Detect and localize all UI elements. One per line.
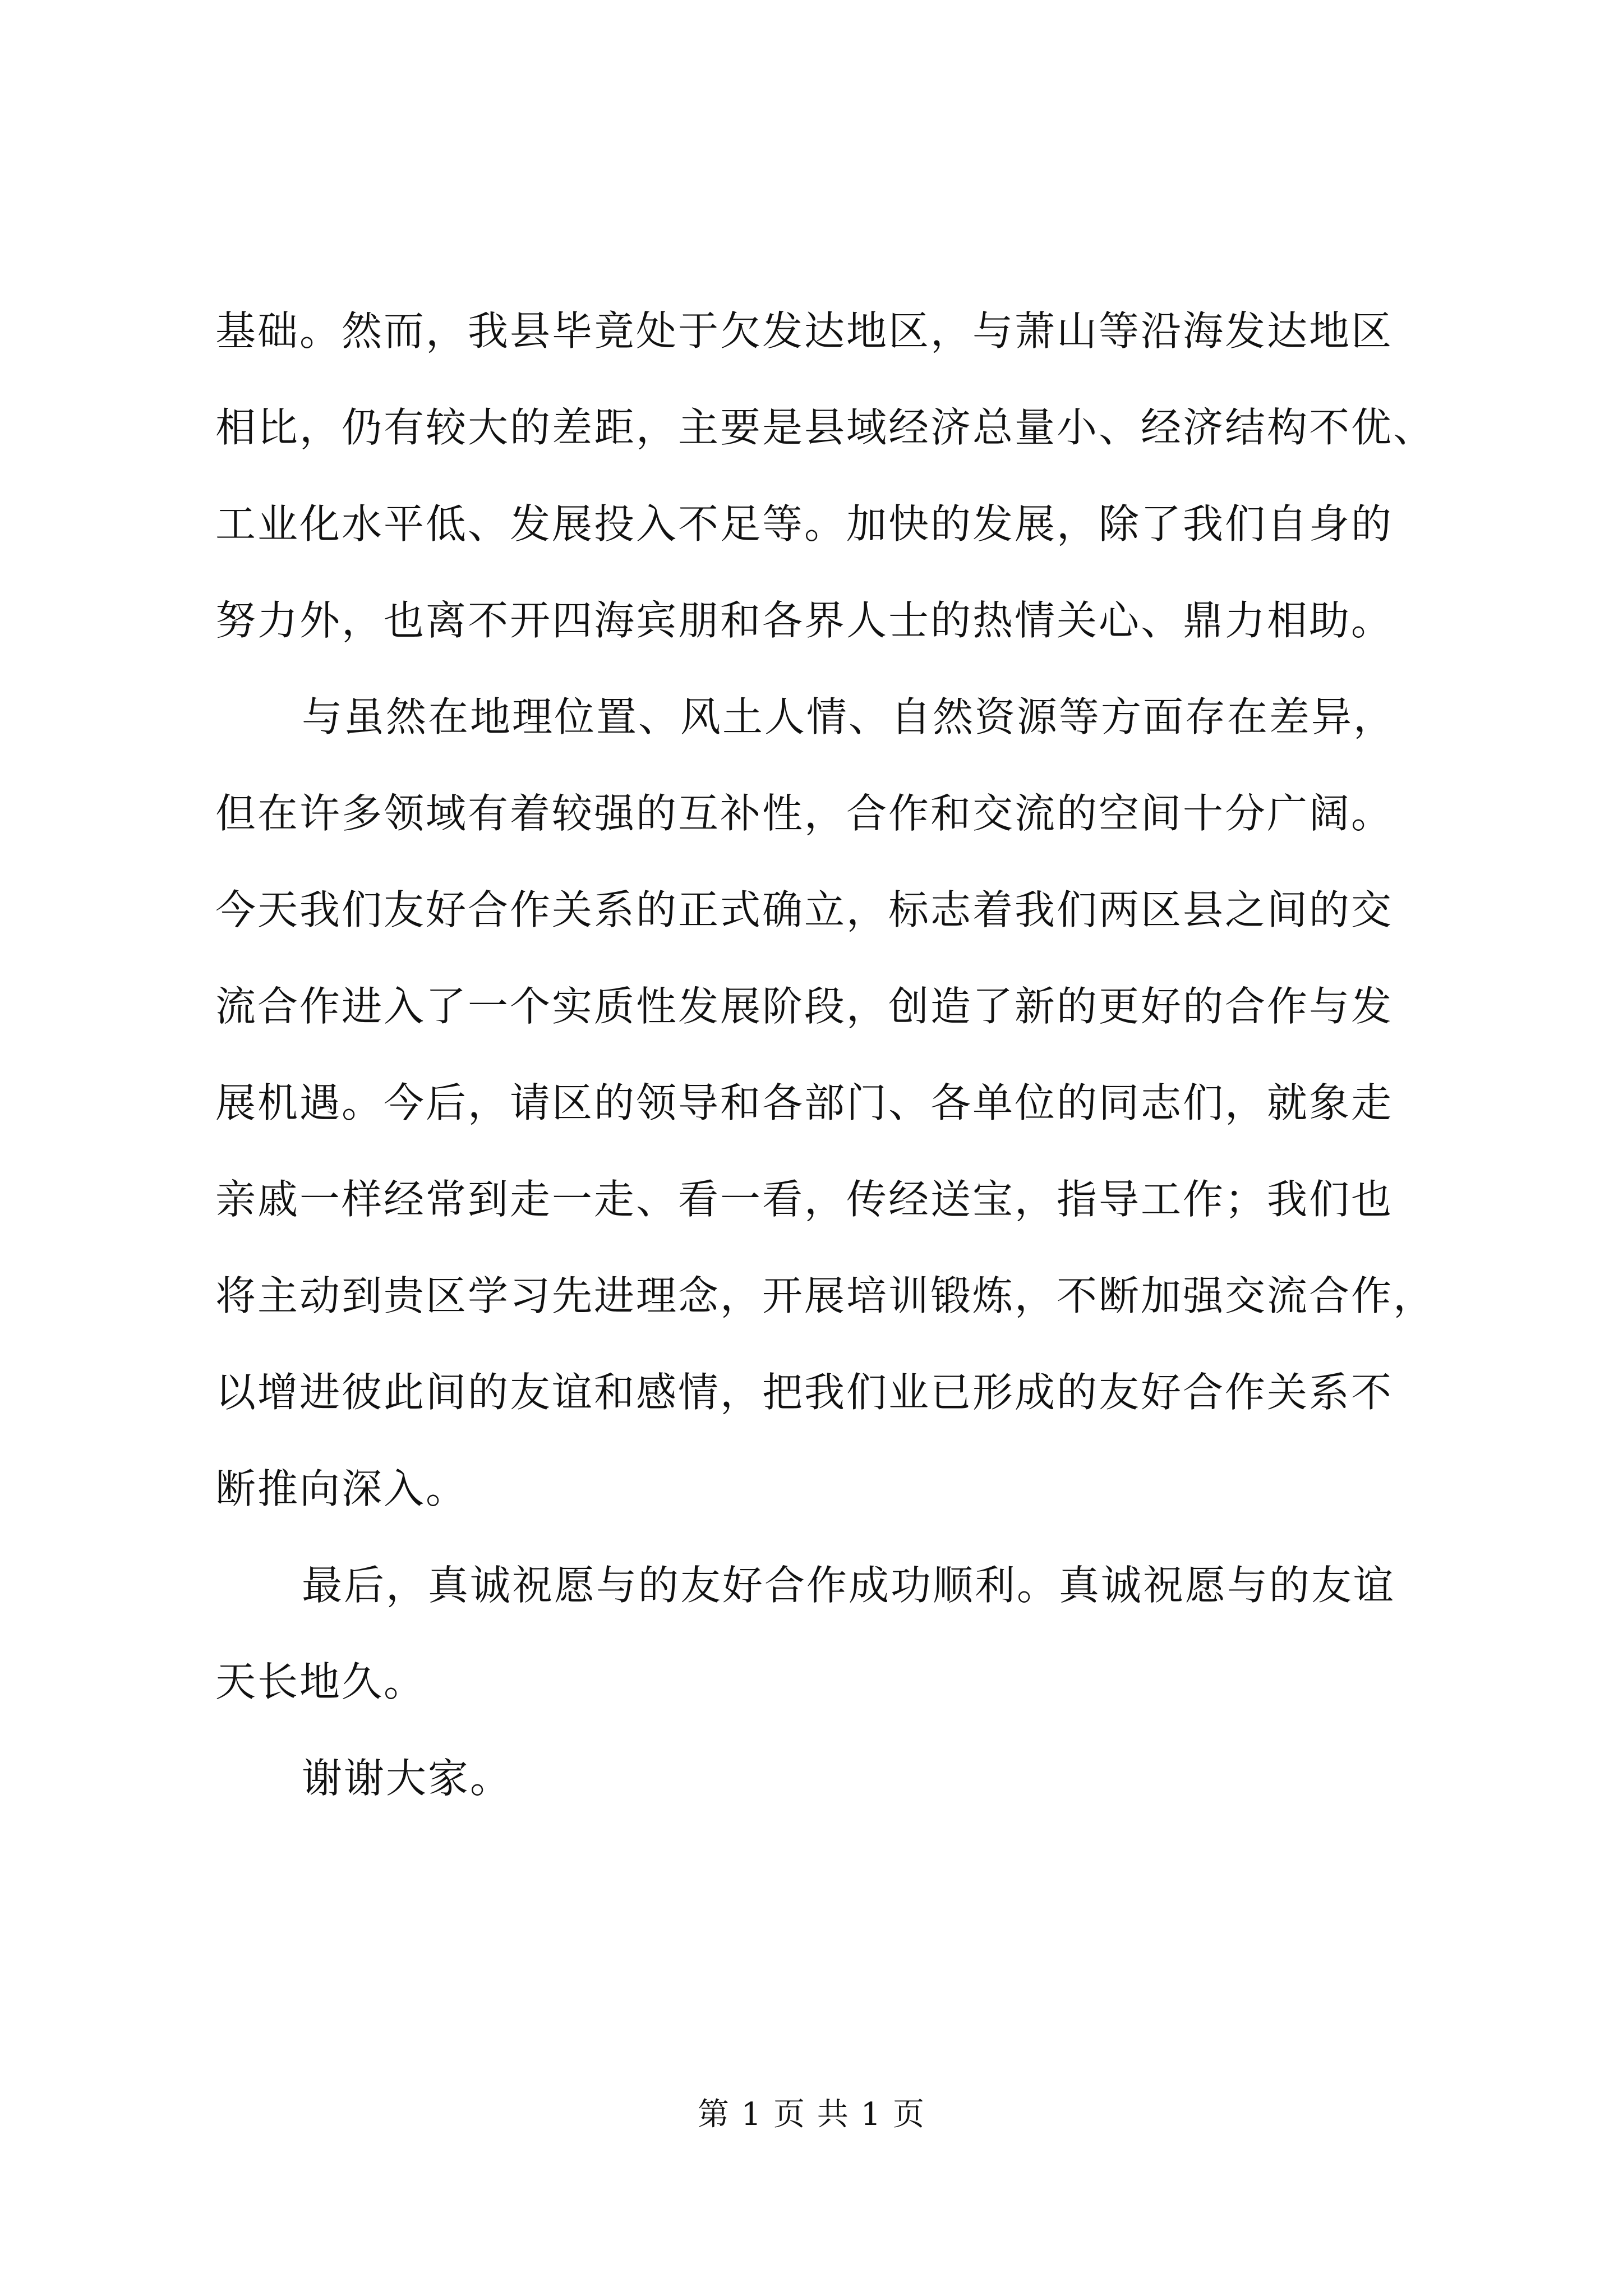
body-text-line: 今天我们友好合作关系的正式确立，标志着我们两区县之间的交 <box>215 886 1394 933</box>
paragraph-start-line: 最后，真诚祝愿与的友好合作成功顺利。真诚祝愿与的友谊 <box>302 1562 1396 1609</box>
body-text-line: 基础。然而，我县毕竟处于欠发达地区，与萧山等沿海发达地区 <box>215 307 1394 355</box>
body-text-line: 以增进彼此间的友谊和感情，把我们业已形成的友好合作关系不 <box>215 1369 1394 1416</box>
body-text-line: 天长地久。 <box>215 1658 426 1705</box>
body-text-line: 但在许多领域有着较强的互补性，合作和交流的空间十分广阔。 <box>215 790 1394 837</box>
body-text-line: 断推向深入。 <box>215 1465 468 1512</box>
body-text-line: 工业化水平低、发展投入不足等。加快的发展，除了我们自身的 <box>215 500 1394 547</box>
body-text-line: 相比，仍有较大的差距，主要是县域经济总量小、经济结构不优、 <box>215 404 1436 451</box>
body-text-line: 流合作进入了一个实质性发展阶段，创造了新的更好的合作与发 <box>215 983 1394 1030</box>
body-text-line: 亲戚一样经常到走一走、看一看，传经送宝，指导工作；我们也 <box>215 1176 1394 1223</box>
closing-line: 谢谢大家。 <box>302 1755 513 1802</box>
body-text-line: 展机遇。今后，请区的领导和各部门、各单位的同志们，就象走 <box>215 1079 1394 1126</box>
body-text-line: 努力外，也离不开四海宾朋和各界人士的热情关心、鼎力相助。 <box>215 597 1394 644</box>
page-footer: 第 1 页 共 1 页 <box>697 2096 926 2133</box>
body-text-line: 将主动到贵区学习先进理念，开展培训锻炼，不断加强交流合作， <box>215 1272 1436 1319</box>
paragraph-start-line: 与虽然在地理位置、风土人情、自然资源等方面存在差异， <box>302 693 1396 740</box>
